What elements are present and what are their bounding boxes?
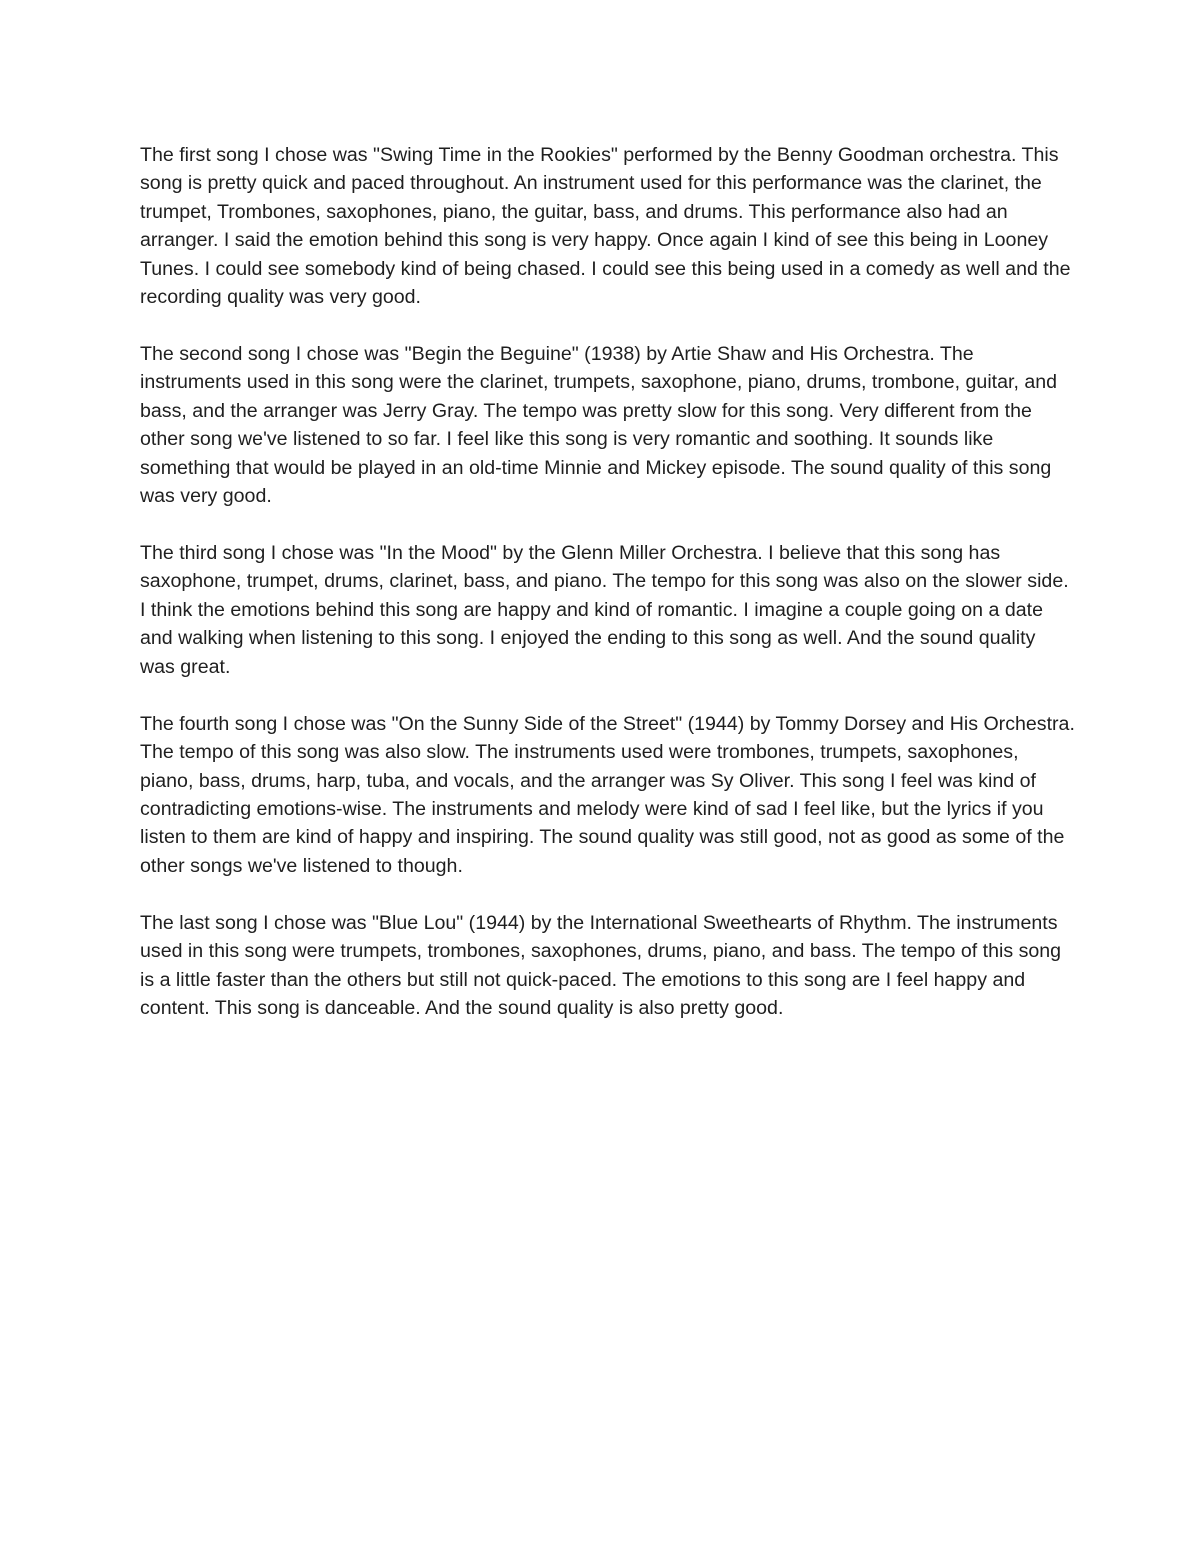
paragraph-blue-lou: The last song I chose was "Blue Lou" (1944) by the International Sweethearts of Rhythm. The instruments used in this song were trumpets, trombones, saxophones, drums, piano, and bass. The tempo of this song is a little faster than the others but still not quick-paced. The emotions to this song are I feel happy and content. This song is danceable. And the sound quality is also pretty good. <box>140 911 1062 1019</box>
paragraph-begin-the-beguine: The second song I chose was "Begin the Beguine" (1938) by Artie Shaw and His Orchestra. The instruments used in this song were the clarinet, trumpets, saxophone, piano, drums, trombone, guitar, and bass, and the arranger was Jerry Gray. The tempo was pretty slow for this song. Very different from the other song we've listened to so far. I feel like this song is very romantic and soothing. It sounds like something that would be played in an old-time Minnie and Mickey episode. The sound quality of this song was very good. <box>140 343 1058 508</box>
paragraph-in-the-mood: The third song I chose was "In the Mood" by the Glenn Miller Orchestra. I believe that this song has saxophone, trumpet, drums, clarinet, bass, and piano. The tempo for this song was also on the slower side. I think the emotions behind this song are happy and kind of romantic. I imagine a couple going on a date and walking when listening to this song. I enjoyed the ending to this song as well. And the sound quality was great. <box>140 542 1069 678</box>
document-body <box>140 141 1075 1051</box>
paragraph-sunny-side: The fourth song I chose was "On the Sunny Side of the Street" (1944) by Tommy Dorsey and His Orchestra. The tempo of this song was also slow. The instruments used were trombones, trumpets, saxophones, piano, bass, drums, harp, tuba, and vocals, and the arranger was Sy Oliver. This song I feel was kind of contradicting emotions-wise. The instruments and melody were kind of sad I feel like, but the lyrics if you listen to them are kind of happy and inspiring. The sound quality was still good, not as good as some of the other songs we've listened to though. <box>140 712 1075 877</box>
paragraph-swing-time: The first song I chose was "Swing Time in the Rookies" performed by the Benny Goodman orchestra. This song is pretty quick and paced throughout. An instrument used for this performance was the clarinet, the trumpet, Trombones, saxophones, piano, the guitar, bass, and drums. This performance also had an arranger. I said the emotion behind this song is very happy. Once again I kind of see this being in Looney Tunes. I could see somebody kind of being chased. I could see this being used in a comedy as well and the recording quality was very good. <box>140 144 1071 309</box>
